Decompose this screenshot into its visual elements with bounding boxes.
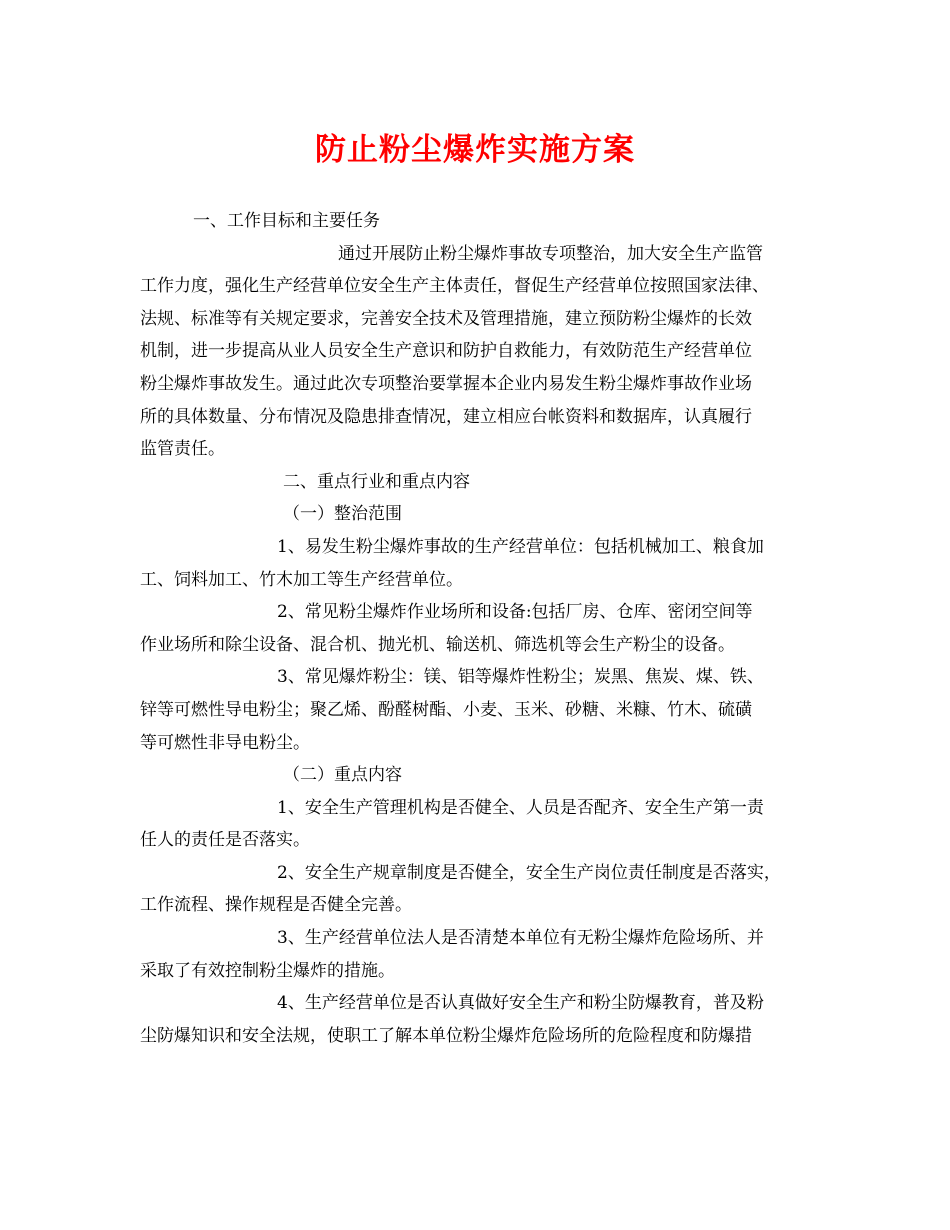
list-item-line: 2、常见粉尘爆炸作业场所和设备:包括厂房、仓库、密闭空间等 xyxy=(277,602,753,623)
list-item-line: 任人的责任是否落实。 xyxy=(140,830,310,851)
list-item-line: 4、生产经营单位是否认真做好安全生产和粉尘防爆教育，普及粉 xyxy=(277,993,764,1014)
list-item-line: 锌等可燃性导电粉尘；聚乙烯、酚醛树酯、小麦、玉米、砂糖、米糠、竹木、硫磺 xyxy=(140,699,752,720)
paragraph-line: 通过开展防止粉尘爆炸事故专项整治，加大安全生产监管 xyxy=(338,243,763,264)
paragraph-line: 法规、标准等有关规定要求，完善安全技术及管理措施，建立预防粉尘爆炸的长效 xyxy=(140,308,752,329)
list-item-line: 2、安全生产规章制度是否健全，安全生产岗位责任制度是否落实， xyxy=(277,862,781,883)
paragraph-line: 监管责任。 xyxy=(140,439,225,460)
section-heading: 一、工作目标和主要任务 xyxy=(193,211,380,231)
list-item-line: 作业场所和除尘设备、混合机、抛光机、输送机、筛选机等会生产粉尘的设备。 xyxy=(140,634,735,655)
paragraph-line: 粉尘爆炸事故发生。通过此次专项整治要掌握本企业内易发生粉尘爆炸事故作业场 xyxy=(140,373,752,394)
list-item-line: 工作流程、操作规程是否健全完善。 xyxy=(140,895,412,916)
list-item-line: 1、安全生产管理机构是否健全、人员是否配齐、安全生产第一责 xyxy=(277,797,764,818)
list-item-line: 工、饲料加工、竹木加工等生产经营单位。 xyxy=(140,569,463,590)
paragraph-line: 机制，进一步提高从业人员安全生产意识和防护自救能力，有效防范生产经营单位 xyxy=(140,341,752,362)
list-item-line: 3、生产经营单位法人是否清楚本单位有无粉尘爆炸危险场所、并 xyxy=(277,928,764,949)
document-title: 防止粉尘爆炸实施方案 xyxy=(315,132,635,168)
paragraph-line: 工作力度，强化生产经营单位安全生产主体责任，督促生产经营单位按照国家法律、 xyxy=(140,276,769,297)
list-item-line: 尘防爆知识和安全法规，使职工了解本单位粉尘爆炸危险场所的危险程度和防爆措 xyxy=(140,1025,752,1046)
list-item-line: 等可燃性非导电粉尘。 xyxy=(140,732,310,753)
section-heading: 二、重点行业和重点内容 xyxy=(283,471,470,492)
list-item-line: 3、常见爆炸粉尘：镁、铝等爆炸性粉尘；炭黑、焦炭、煤、铁、 xyxy=(277,667,764,688)
list-item-line: 采取了有效控制粉尘爆炸的措施。 xyxy=(140,960,395,981)
list-item-line: 1、易发生粉尘爆炸事故的生产经营单位：包括机械加工、粮食加 xyxy=(277,536,764,557)
subsection-heading: （二）重点内容 xyxy=(283,765,402,786)
paragraph-line: 所的具体数量、分布情况及隐患排查情况，建立相应台帐资料和数据库，认真履行 xyxy=(140,406,752,427)
subsection-heading: （一）整治范围 xyxy=(283,504,402,525)
document-body xyxy=(140,205,812,1052)
